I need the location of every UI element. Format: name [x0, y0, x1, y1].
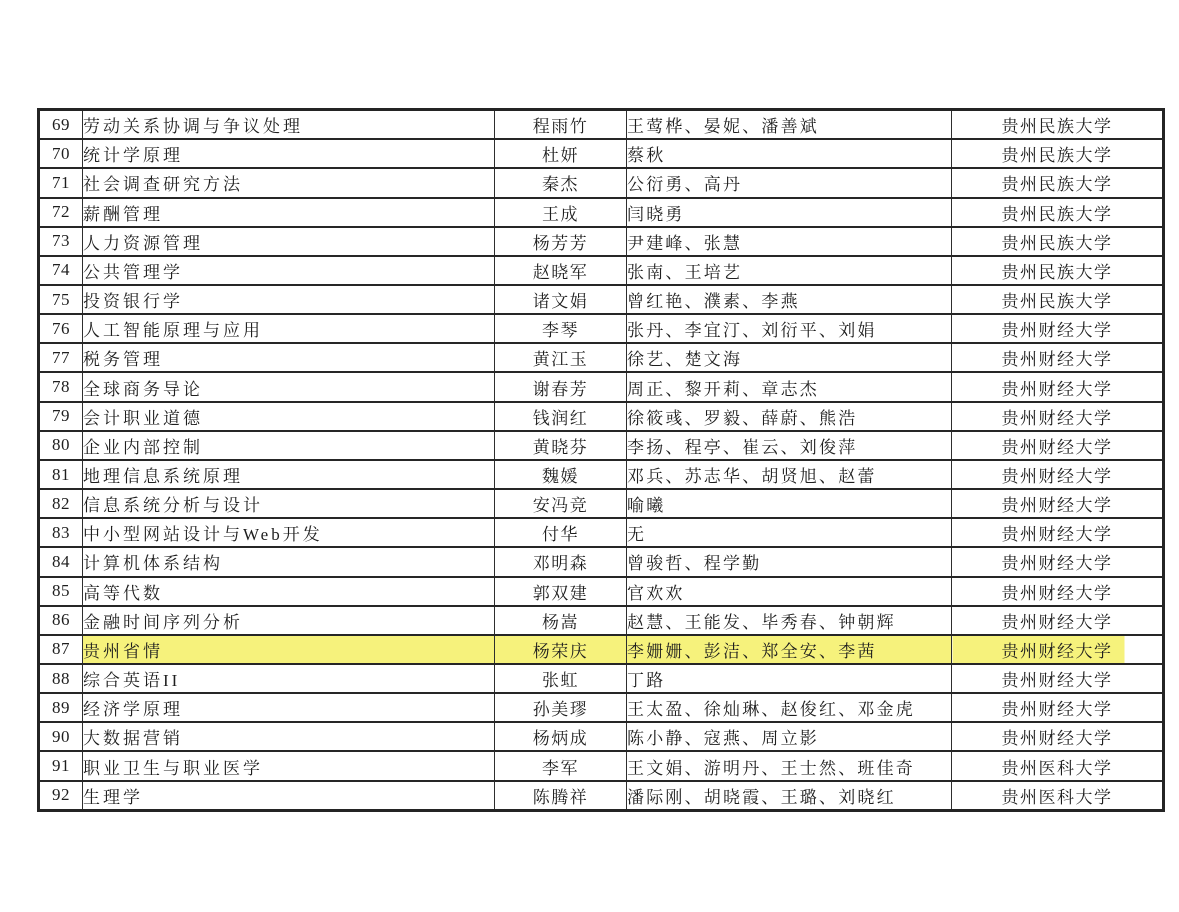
team-members-cell: 王太盈、徐灿琳、赵俊红、邓金虎: [627, 693, 952, 722]
course-evaluation-table: [37, 108, 1165, 812]
university-cell: 贵州医科大学: [952, 751, 1164, 780]
leader-name-cell: 张虹: [495, 664, 627, 693]
university-cell: 贵州财经大学: [952, 722, 1164, 751]
team-members-cell: 王文娟、游明丹、王士然、班佳奇: [627, 751, 952, 780]
table-row: [39, 489, 1164, 518]
row-number-cell: 77: [39, 343, 83, 372]
table-row: [39, 285, 1164, 314]
university-cell: 贵州财经大学: [952, 577, 1164, 606]
table-row: [39, 139, 1164, 168]
course-name-cell: 人工智能原理与应用: [83, 314, 495, 343]
team-members-cell: 曾骏哲、程学勤: [627, 547, 952, 576]
leader-name-cell: 赵晓军: [495, 256, 627, 285]
table-row: [39, 372, 1164, 401]
row-number-cell: 80: [39, 431, 83, 460]
leader-name-cell: 杨荣庆: [495, 635, 627, 664]
leader-name-cell: 王成: [495, 198, 627, 227]
course-name-cell: 地理信息系统原理: [83, 460, 495, 489]
row-number-cell: 85: [39, 577, 83, 606]
row-number-cell: 84: [39, 547, 83, 576]
row-number-cell: 75: [39, 285, 83, 314]
leader-name-cell: 黄江玉: [495, 343, 627, 372]
university-cell: 贵州财经大学: [952, 402, 1164, 431]
leader-name-cell: 杨嵩: [495, 606, 627, 635]
row-number-cell: 79: [39, 402, 83, 431]
table-row: [39, 256, 1164, 285]
row-number-cell: 71: [39, 168, 83, 197]
table-row: [39, 751, 1164, 780]
table-row: [39, 460, 1164, 489]
table-row: [39, 198, 1164, 227]
course-name-cell: 信息系统分析与设计: [83, 489, 495, 518]
table-row: [39, 664, 1164, 693]
course-name-cell: 职业卫生与职业医学: [83, 751, 495, 780]
table-row: [39, 518, 1164, 547]
table-body: [39, 110, 1164, 811]
team-members-cell: 王莺桦、晏妮、潘善斌: [627, 110, 952, 140]
course-name-cell: 会计职业道德: [83, 402, 495, 431]
course-name-cell: 全球商务导论: [83, 372, 495, 401]
team-members-cell: 李扬、程亭、崔云、刘俊萍: [627, 431, 952, 460]
row-number-cell: 87: [39, 635, 83, 664]
leader-name-cell: 杨炳成: [495, 722, 627, 751]
team-members-cell: 曾红艳、濮素、李燕: [627, 285, 952, 314]
course-name-cell: 中小型网站设计与Web开发: [83, 518, 495, 547]
course-name-cell: 劳动关系协调与争议处理: [83, 110, 495, 140]
row-number-cell: 89: [39, 693, 83, 722]
table-row: [39, 168, 1164, 197]
table-row: [39, 635, 1164, 664]
course-name-cell: 经济学原理: [83, 693, 495, 722]
team-members-cell: 潘际刚、胡晓霞、王璐、刘晓红: [627, 781, 952, 811]
university-cell: 贵州财经大学: [952, 635, 1164, 664]
table-row: [39, 577, 1164, 606]
leader-name-cell: 魏媛: [495, 460, 627, 489]
table-row: [39, 781, 1164, 811]
course-name-cell: 企业内部控制: [83, 431, 495, 460]
row-number-cell: 73: [39, 227, 83, 256]
course-name-cell: 计算机体系结构: [83, 547, 495, 576]
row-number-cell: 76: [39, 314, 83, 343]
university-cell: 贵州财经大学: [952, 693, 1164, 722]
team-members-cell: 公衍勇、高丹: [627, 168, 952, 197]
row-number-cell: 78: [39, 372, 83, 401]
team-members-cell: 尹建峰、张慧: [627, 227, 952, 256]
leader-name-cell: 谢春芳: [495, 372, 627, 401]
row-number-cell: 81: [39, 460, 83, 489]
row-number-cell: 69: [39, 110, 83, 140]
course-name-cell: 社会调查研究方法: [83, 168, 495, 197]
university-cell: 贵州财经大学: [952, 314, 1164, 343]
row-number-cell: 82: [39, 489, 83, 518]
row-number-cell: 86: [39, 606, 83, 635]
leader-name-cell: 程雨竹: [495, 110, 627, 140]
team-members-cell: 闫晓勇: [627, 198, 952, 227]
table-row: [39, 227, 1164, 256]
row-number-cell: 92: [39, 781, 83, 811]
leader-name-cell: 诸文娟: [495, 285, 627, 314]
team-members-cell: 丁路: [627, 664, 952, 693]
course-name-cell: 税务管理: [83, 343, 495, 372]
leader-name-cell: 秦杰: [495, 168, 627, 197]
leader-name-cell: 陈腾祥: [495, 781, 627, 811]
university-cell: 贵州财经大学: [952, 664, 1164, 693]
row-number-cell: 74: [39, 256, 83, 285]
row-number-cell: 83: [39, 518, 83, 547]
course-name-cell: 投资银行学: [83, 285, 495, 314]
course-name-cell: 生理学: [83, 781, 495, 811]
team-members-cell: 张丹、李宜汀、刘衍平、刘娟: [627, 314, 952, 343]
table-row: [39, 547, 1164, 576]
course-name-cell: 人力资源管理: [83, 227, 495, 256]
leader-name-cell: 付华: [495, 518, 627, 547]
leader-name-cell: 钱润红: [495, 402, 627, 431]
team-members-cell: 徐艺、楚文海: [627, 343, 952, 372]
team-members-cell: 邓兵、苏志华、胡贤旭、赵蕾: [627, 460, 952, 489]
team-members-cell: 喻曦: [627, 489, 952, 518]
leader-name-cell: 李军: [495, 751, 627, 780]
table-row: [39, 402, 1164, 431]
row-number-cell: 72: [39, 198, 83, 227]
team-members-cell: 周正、黎开莉、章志杰: [627, 372, 952, 401]
team-members-cell: 李姗姗、彭洁、郑全安、李茜: [627, 635, 952, 664]
team-members-cell: 陈小静、寇燕、周立影: [627, 722, 952, 751]
table-row: [39, 314, 1164, 343]
leader-name-cell: 李琴: [495, 314, 627, 343]
table-row: [39, 722, 1164, 751]
row-number-cell: 70: [39, 139, 83, 168]
table-row: [39, 606, 1164, 635]
course-name-cell: 贵州省情: [83, 635, 495, 664]
course-name-cell: 大数据营销: [83, 722, 495, 751]
leader-name-cell: 杜妍: [495, 139, 627, 168]
team-members-cell: 张南、王培艺: [627, 256, 952, 285]
leader-name-cell: 安冯竞: [495, 489, 627, 518]
row-number-cell: 91: [39, 751, 83, 780]
university-cell: 贵州民族大学: [952, 256, 1164, 285]
team-members-cell: 赵慧、王能发、毕秀春、钟朝辉: [627, 606, 952, 635]
university-cell: 贵州民族大学: [952, 285, 1164, 314]
course-name-cell: 统计学原理: [83, 139, 495, 168]
leader-name-cell: 郭双建: [495, 577, 627, 606]
course-name-cell: 金融时间序列分析: [83, 606, 495, 635]
course-name-cell: 综合英语II: [83, 664, 495, 693]
university-cell: 贵州财经大学: [952, 343, 1164, 372]
university-cell: 贵州财经大学: [952, 606, 1164, 635]
university-cell: 贵州财经大学: [952, 547, 1164, 576]
university-cell: 贵州财经大学: [952, 372, 1164, 401]
row-number-cell: 88: [39, 664, 83, 693]
course-name-cell: 薪酬管理: [83, 198, 495, 227]
table-row: [39, 110, 1164, 140]
university-cell: 贵州财经大学: [952, 489, 1164, 518]
university-cell: 贵州财经大学: [952, 460, 1164, 489]
university-cell: 贵州民族大学: [952, 198, 1164, 227]
university-cell: 贵州民族大学: [952, 227, 1164, 256]
course-name-cell: 高等代数: [83, 577, 495, 606]
row-number-cell: 90: [39, 722, 83, 751]
leader-name-cell: 杨芳芳: [495, 227, 627, 256]
university-cell: 贵州财经大学: [952, 518, 1164, 547]
leader-name-cell: 孙美璆: [495, 693, 627, 722]
team-members-cell: 官欢欢: [627, 577, 952, 606]
table-row: [39, 693, 1164, 722]
team-members-cell: 无: [627, 518, 952, 547]
university-cell: 贵州医科大学: [952, 781, 1164, 811]
table-row: [39, 431, 1164, 460]
university-cell: 贵州民族大学: [952, 168, 1164, 197]
table-row: [39, 343, 1164, 372]
leader-name-cell: 邓明森: [495, 547, 627, 576]
team-members-cell: 蔡秋: [627, 139, 952, 168]
team-members-cell: 徐筱彧、罗毅、薛蔚、熊浩: [627, 402, 952, 431]
leader-name-cell: 黄晓芬: [495, 431, 627, 460]
university-cell: 贵州民族大学: [952, 110, 1164, 140]
university-cell: 贵州民族大学: [952, 139, 1164, 168]
course-name-cell: 公共管理学: [83, 256, 495, 285]
university-cell: 贵州财经大学: [952, 431, 1164, 460]
